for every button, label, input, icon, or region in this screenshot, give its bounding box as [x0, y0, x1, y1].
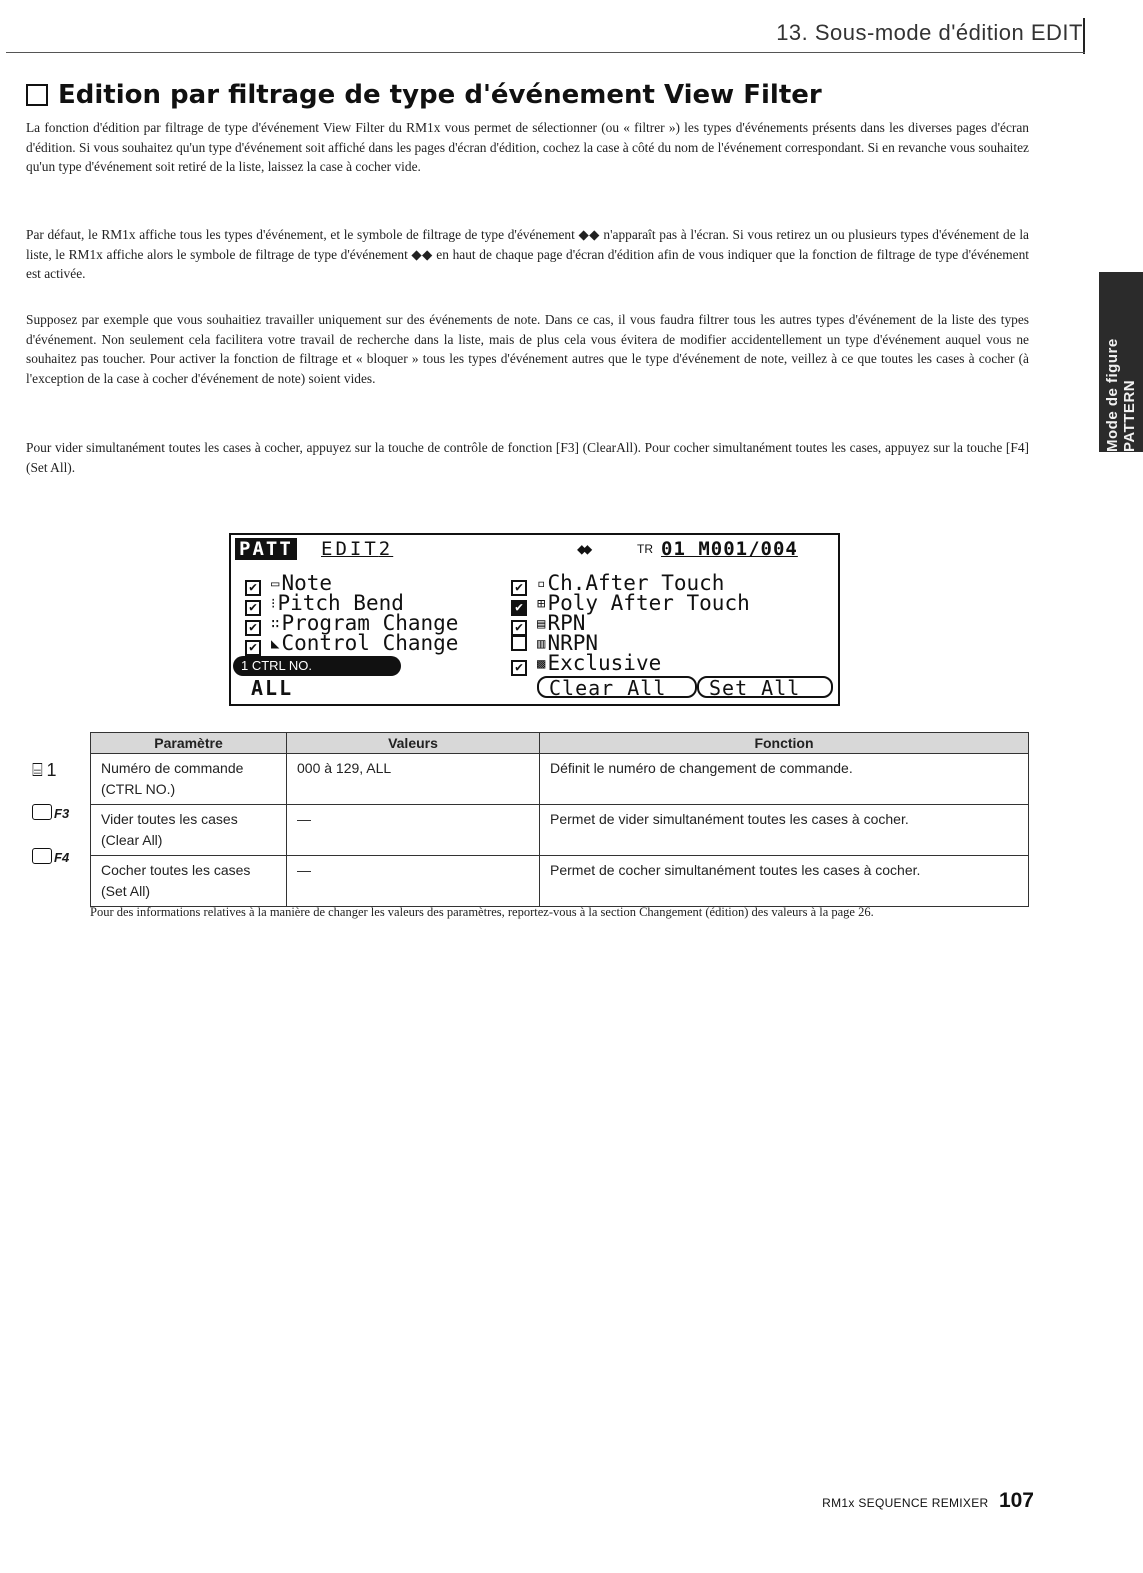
paragraph-4: Pour vider simultanément toutes les cases à cocher, appuyez sur la touche de contrôle de fonction [F3] (ClearAll). Pour cocher simultanément toutes les cases, appuyez sur la touche [F4] (Set All). [26, 440, 1029, 475]
lcd-mode: PATT [235, 538, 297, 560]
table-row [91, 856, 1029, 907]
header-fonction: Fonction [540, 733, 1029, 754]
ch-after-touch-icon: ▫ [537, 576, 546, 592]
table-row [91, 754, 1029, 805]
lcd-item-label: Poly After Touch [547, 591, 750, 615]
lcd-item-label: Ch.After Touch [547, 571, 725, 595]
checkbox-nrpn[interactable] [511, 635, 527, 651]
row-1-key-label: 1 [46, 760, 57, 780]
lcd-ctrl-value[interactable]: ALL [251, 676, 294, 700]
checkbox-control-change[interactable] [245, 640, 261, 656]
header-parametre: Paramètre [91, 733, 287, 754]
chapter-header: 13. Sous-mode d'édition EDIT [776, 20, 1083, 45]
lcd-item-control-change[interactable] [245, 633, 458, 653]
header-valeurs: Valeurs [287, 733, 540, 754]
row-2-key-label: F3 [54, 806, 70, 821]
lcd-item-ch-after-touch[interactable] [511, 573, 724, 593]
function-key-icon [32, 848, 52, 864]
header-rule [6, 52, 1085, 53]
cell-function: Permet de cocher simultanément toutes les cases à cocher. [540, 856, 1029, 907]
data-dial-icon: ⌸ [32, 760, 43, 780]
lcd-track-value: 01 M001/004 [661, 538, 798, 560]
cell-param: Cocher toutes les cases (Set All) [91, 856, 287, 907]
lcd-item-poly-after-touch[interactable] [511, 593, 750, 613]
lcd-track-label: TR [637, 542, 653, 556]
control-change-icon: ◣ [271, 636, 280, 652]
page-number: 107 [998, 1489, 1034, 1512]
note-event-icon: ▭ [271, 576, 280, 592]
lcd-item-label: Note [281, 571, 333, 595]
row-2-key [32, 804, 69, 821]
cell-values: — [287, 805, 540, 856]
checkbox-exclusive[interactable] [511, 660, 527, 676]
cell-function: Permet de vider simultanément toutes les cases à cocher. [540, 805, 1029, 856]
lcd-top-bar [233, 538, 836, 560]
section-square-icon [26, 84, 48, 106]
lcd-item-program-change[interactable] [245, 613, 458, 633]
rpn-icon: ▤ [537, 616, 546, 632]
lcd-item-rpn[interactable] [511, 613, 585, 633]
product-name: RM1x SEQUENCE REMIXER [822, 1496, 989, 1510]
function-key-icon [32, 804, 52, 820]
paragraph-2: Par défaut, le RM1x affiche tous les types d'événement, et le symbole de filtrage de type d'événement ◆◆ n'apparaît pas à l'écran. Si vous retirez un ou plusieurs types d'événement de la liste, le RM1x affiche alors le symbole de filtrage de type d'événement ◆◆ en haut de chaque page d'écran d'édition afin de vous indiquer que la fonction de filtrage de type d'événement est activée. [26, 227, 1029, 282]
page-footer [822, 1489, 1034, 1513]
lcd-item-label: Exclusive [547, 651, 662, 675]
section-title [26, 80, 822, 110]
paragraph-1: La fonction d'édition par filtrage de type d'événement View Filter du RM1x vous permet de sélectionner (ou « filtrer ») les types d'événements présents dans les diverses pages d'écran d'édition. Si vous souhaitez qu'un type d'événement soit affiché dans les pages d'écran d'édition, cochez la case à côté du nom de l'événement correspondant. Si en revanche vous souhaitez qu'un type d'événement soit retiré de la liste, laissez la case à cocher vide. [26, 120, 1029, 175]
lcd-item-label: Pitch Bend [277, 591, 404, 615]
lcd-item-nrpn[interactable] [511, 633, 598, 653]
filter-symbol-icon: ◆◆ [577, 539, 589, 558]
header-bar [1083, 18, 1085, 54]
row-3-key-label: F4 [54, 850, 70, 865]
lcd-item-label: Program Change [281, 611, 459, 635]
lcd-item-label: RPN [547, 611, 586, 635]
paragraph-3: Supposez par exemple que vous souhaitiez travailler uniquement sur des événements de note. Dans ce cas, il vous faudra filtrer tous les autres types d'événement de la liste des types d'événement. Non seulement cela facilitera votre travail de recherche dans la liste, mais de plus cela vous évitera de modifier accidentellement un type d'événement auquel vous ne souhaitez pas toucher. Pour activer la fonction de filtrage et « bloquer » tous les types d'événement autres que le type d'événement de note, veillez à ce que toutes les cases à cocher (à l'exception de la case à cocher d'événement de note) soient vides. [26, 312, 1029, 386]
cell-param: Numéro de commande (CTRL NO.) [91, 754, 287, 805]
lcd-page-number: 2 [378, 538, 394, 560]
table-header-row [91, 733, 1029, 754]
section-title-text: Edition par filtrage de type d'événement View Filter [58, 80, 822, 110]
side-tab: Mode de figure PATTERN [1099, 272, 1143, 452]
cell-values: — [287, 856, 540, 907]
table-row [91, 805, 1029, 856]
exclusive-icon: ▩ [537, 656, 546, 672]
lcd-ctrl-no-tab: 1 CTRL NO. [233, 656, 401, 676]
clear-all-button[interactable]: Clear All [537, 676, 697, 698]
lcd-item-label: NRPN [547, 631, 599, 655]
nrpn-icon: ▥ [537, 636, 546, 652]
set-all-button[interactable]: Set All [697, 676, 833, 698]
pitch-bend-icon: ⁝ [271, 596, 276, 612]
lcd-item-pitch-bend[interactable] [245, 593, 404, 613]
parameter-table [90, 732, 1029, 907]
cell-values: 000 à 129, ALL [287, 754, 540, 805]
row-3-key [32, 848, 69, 865]
row-1-key [32, 760, 56, 781]
lcd-screen [229, 533, 840, 706]
lcd-page-label: EDIT [321, 538, 379, 560]
lcd-page-title [321, 538, 393, 560]
reference-note: Pour des informations relatives à la manière de changer les valeurs des paramètres, reportez-vous à la section Changement (édition) des valeurs à la page 26. [90, 905, 874, 919]
program-change-icon: ∷ [271, 616, 280, 632]
cell-function: Définit le numéro de changement de commande. [540, 754, 1029, 805]
lcd-item-note[interactable] [245, 573, 332, 593]
lcd-item-exclusive[interactable] [511, 653, 661, 673]
poly-after-touch-icon: ⊞ [537, 596, 546, 612]
lcd-item-label: Control Change [281, 631, 459, 655]
cell-param: Vider toutes les cases (Clear All) [91, 805, 287, 856]
